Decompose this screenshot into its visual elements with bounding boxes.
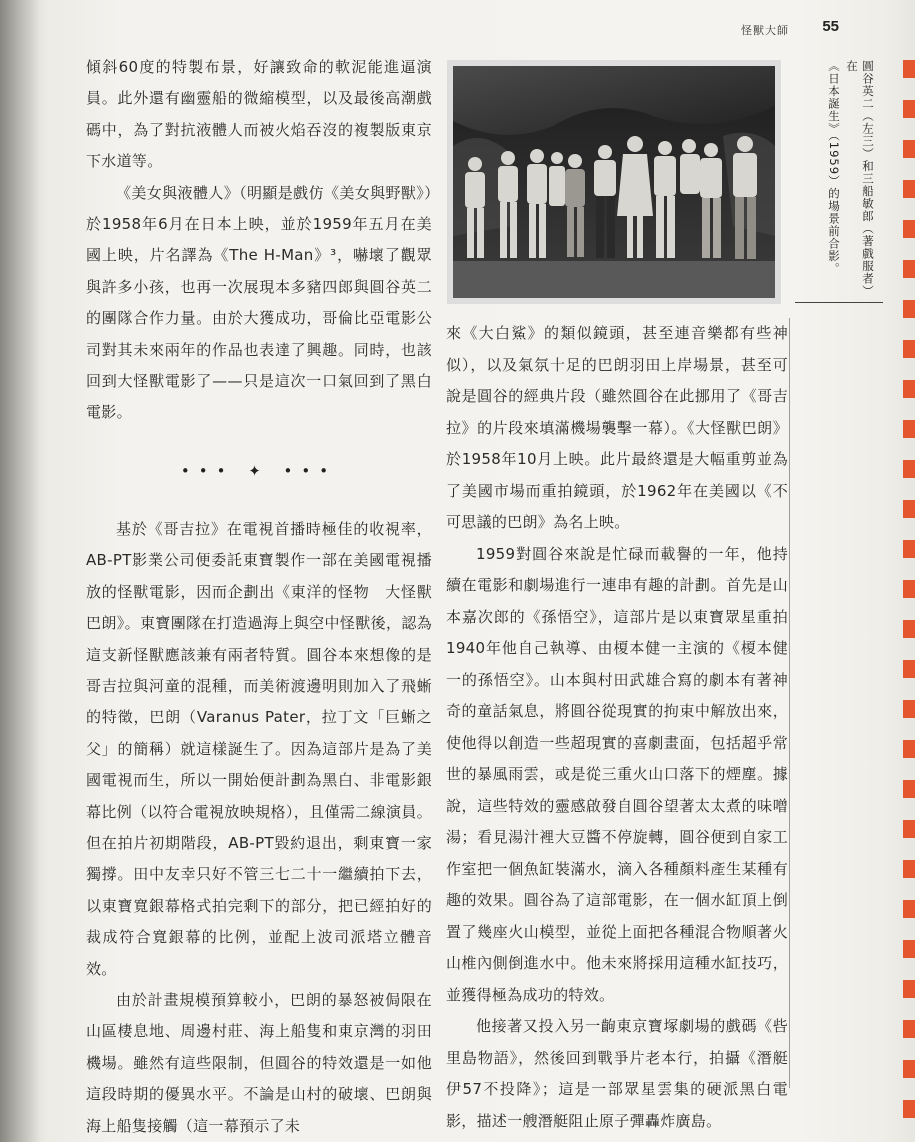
paragraph: 來《大白鯊》的類似鏡頭，甚至連音樂都有些神似），以及氣氛十足的巴朗羽田上岸場景，甚至可說是圓谷的經典片段（雖然圓谷在此挪用了《哥吉拉》的片段來填滿機場襲擊一幕）。《大怪獸巴朗》於1958年10月上映。此片最終還是大幅重剪並為了美國市場而重拍鏡頭，於1962年在美國以《不可思議的巴朗》為名上映。	[446, 324, 788, 531]
group-photo-icon	[453, 66, 775, 298]
page-gutter-shadow	[0, 0, 40, 1142]
caption-divider	[795, 302, 883, 303]
group-photo	[453, 66, 775, 298]
edge-tab	[903, 1100, 915, 1118]
edge-tab	[903, 540, 915, 558]
photo-caption	[800, 60, 882, 300]
edge-tab	[903, 980, 915, 998]
right-column	[446, 318, 788, 1137]
edge-tab	[903, 500, 915, 518]
edge-tab	[903, 1060, 915, 1078]
edge-tab	[903, 740, 915, 758]
edge-tab	[903, 180, 915, 198]
paragraph: 《美女與液體人》（明顯是戲仿《美女與野獸》）於1958年6月在日本上映，並於1959年五月在美國上映，片名譯為《The H-Man》³，嚇壞了觀眾與許多小孩，也再一次展現本多豬四郎與圓谷英二的團隊合作力量。由於大獲成功，哥倫比亞電影公司對其未來兩年的作品也表達了興趣。同時，也該回到大怪獸電影了——只是這次一口氣回到了黑白電影。	[86, 183, 432, 422]
edge-tab	[903, 300, 915, 318]
paragraph: 1959對圓谷來說是忙碌而載譽的一年，他持續在電影和劇場進行一連串有趣的計劃。首先是山本嘉次郎的《孫悟空》，這部片是以東寶眾星重拍1940年他自己執導、由榎本健一主演的《榎本健一的孫悟空》。山本與村田武雄合寫的劇本有著神奇的童話氣息，將圓谷從現實的拘束中解放出來，使他得以創造一些超現實的喜劇畫面，包括超乎常世的暴風雨雲，或是從三重火山口落下的煙塵。據說，這些特效的靈感啟發自圓谷望著太太煮的味噌湯；看見湯汁裡大豆醬不停旋轉，圓谷便到自家工作室把一個魚缸裝滿水，滴入各種顏料產生某種有趣的效果。圓谷為了這部電影，在一個水缸頂上倒置了幾座火山模型，並從上面把各種混合物順著火山椎內側倒進水中。他未來將採用這種水缸技巧，並獲得極為成功的特效。	[446, 544, 788, 1004]
edge-tab	[903, 940, 915, 958]
paragraph: 傾斜60度的特製布景，好讓致命的軟泥能進逼演員。此外還有幽靈船的微縮模型，以及最後高潮戲碼中，為了對抗液體人而被火焰吞沒的複製版東京下水道等。	[86, 58, 432, 171]
page-header	[0, 18, 915, 42]
page-number: 55	[822, 18, 839, 35]
edge-tab	[903, 780, 915, 798]
edge-tab	[903, 700, 915, 718]
edge-tab	[903, 380, 915, 398]
edge-tab	[903, 580, 915, 598]
edge-tab	[903, 60, 915, 78]
edge-tab	[903, 860, 915, 878]
edge-tab	[903, 140, 915, 158]
edge-tab	[903, 220, 915, 238]
section-ornament: ••• ✦ •••	[180, 462, 338, 481]
edge-tab	[903, 1020, 915, 1038]
left-column	[86, 52, 432, 1142]
edge-tab	[903, 100, 915, 118]
edge-tab	[903, 620, 915, 638]
caption-line: 《日本誕生》（1959）的場景前合影。	[827, 60, 841, 276]
paragraph: 基於《哥吉拉》在電視首播時極佳的收視率，AB-PT影業公司便委託東寶製作一部在美國電視播放的怪獸電影，因而企劃出《東洋的怪物 大怪獸巴朗》。東寶團隊在打造過海上與空中怪獸後，認為這支新怪獸應該兼有兩者特質。圓谷本來想像的是哥吉拉與河童的混種，而美術渡邊明則加入了飛蜥的特徵，巴朗（Varanus Pater，拉丁文「巨蜥之父」的簡稱）就這樣誕生了。因為這部片是為了美國電視而生，所以一開始便計劃為黑白、非電影銀幕比例（以符合電視放映規格），且僅需二線演員。但在拍片初期階段，AB-PT毀約退出，剩東寶一家獨撐。田中友幸只好不管三七二十一繼續拍下去，以東寶寬銀幕格式拍完剩下的部分，把已經拍好的裁成符合寬銀幕的比例，並配上波司派塔立體音效。	[86, 519, 432, 978]
running-title: 怪獸大師	[741, 24, 789, 37]
photo-frame	[447, 60, 781, 304]
edge-tab	[903, 340, 915, 358]
caption-line: 圓谷英二（左三）和三船敏郎（著戲服者）在	[845, 60, 875, 298]
edge-tab	[903, 900, 915, 918]
paragraph: 他接著又投入另一齣東京寶塚劇場的戲碼《呰里島物語》，然後回到戰爭片老本行，拍攝《潛艇伊57不投降》；這是一部眾星雲集的硬派黑白電影，描述一艘潛艇阻止原子彈轟炸廣島。	[446, 1017, 788, 1130]
column-divider	[789, 318, 790, 1088]
edge-tab	[903, 420, 915, 438]
edge-tab	[903, 260, 915, 278]
edge-tab	[903, 460, 915, 478]
paragraph: 由於計畫規模預算較小，巴朗的暴怒被侷限在山區棲息地、周邊村莊、海上船隻和東京灣的羽田機場。雖然有這些限制，但圓谷的特效還是一如他這段時期的優異水平。不論是山村的破壞、巴朗與海上船隻接觸（這一幕預示了未	[86, 990, 432, 1135]
edge-tab	[903, 820, 915, 838]
edge-tab	[903, 660, 915, 678]
